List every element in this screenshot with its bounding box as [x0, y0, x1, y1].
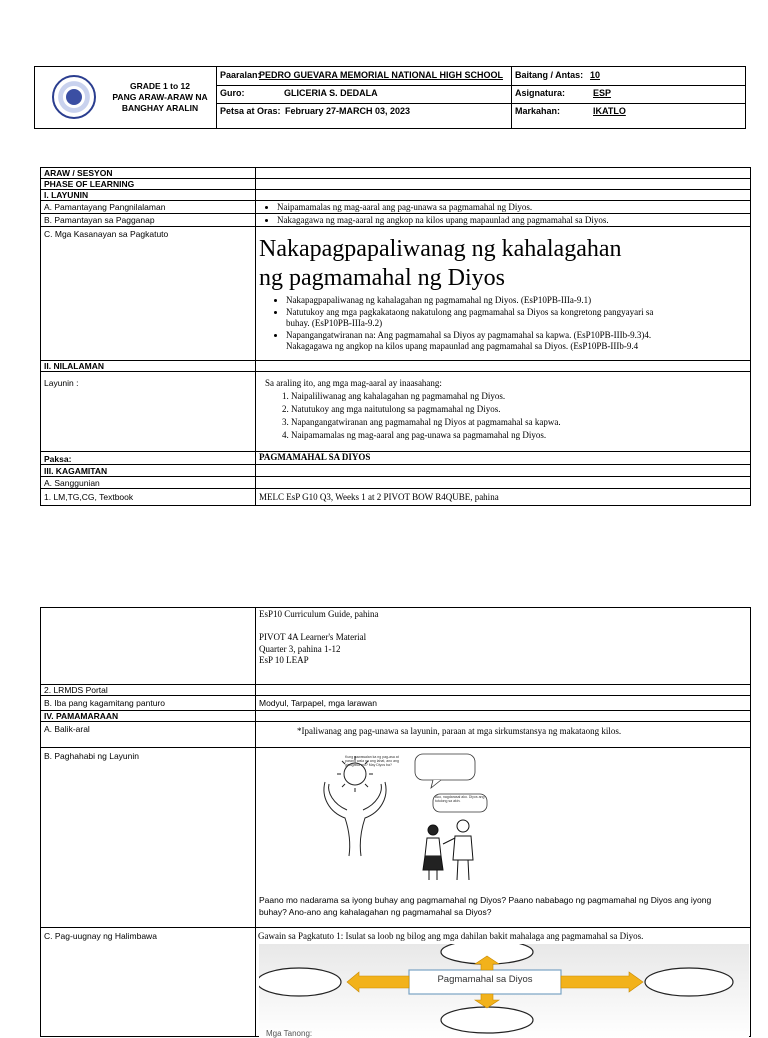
- balik-aral-value: *Ipaliwanag ang pag-unawa sa layunin, paraan at mga sirkumstansya ng makataong kilos.: [297, 726, 622, 736]
- pamamaraan-heading: IV. PAMAMARAAN: [44, 711, 119, 721]
- pamantayan-pagganap-value: • Nakagagawa ng mag-aaral ng angkop na kilos upang mapaunlad ang pagmamahal sa Diyos.: [277, 215, 609, 227]
- pamantayang-pangnilalaman-value: • Naipamamalas ng mag-aaral ang pag-unawa sa pagmamahal ng Diyos.: [277, 202, 532, 214]
- asignatura-label: Asignatura:: [515, 88, 566, 98]
- diagram-center-label: Pagmamahal sa Diyos: [437, 974, 533, 985]
- deped-seal-icon: [52, 75, 96, 119]
- paksa-label: Paksa:: [44, 454, 72, 464]
- phase-label: PHASE OF LEARNING: [44, 179, 135, 189]
- iba-label: B. Iba pang kagamitang panturo: [44, 698, 165, 708]
- layunin-intro: Sa araling ito, ang mga mag-aaral ay inaasahang:: [265, 378, 442, 388]
- kasanayan-label: C. Mga Kasanayan sa Pagkatuto: [44, 229, 169, 239]
- paaralan-value: PEDRO GUEVARA MEMORIAL NATIONAL HIGH SCHOOL: [259, 70, 504, 80]
- mga-tanong-label: Mga Tanong:: [266, 1029, 313, 1038]
- kasanayan-bullet-3: • Napangangatwiranan na: Ang pagmamahal sa Diyos ay pagmamahal sa kapwa. (EsP10PB-IIIb-9.3)4. Nakagagawa ng angkop na kilos upang mapaunlad ang pagmamahal sa Diyos. (EsP10PB-IIIb-9.4: [286, 330, 653, 353]
- petsa-label: Petsa at Oras:: [220, 106, 281, 116]
- grade-heading: GRADE 1 to 12 PANG ARAW-ARAW NA BANGHAY ARALIN: [112, 81, 208, 113]
- paguugnay-label: C. Pag-uugnay ng Halimbawa: [44, 931, 157, 941]
- pamantayan-pagganap-label: B. Pamantayan sa Pagganap: [44, 215, 155, 225]
- layunin-heading: I. LAYUNIN: [44, 190, 89, 200]
- lesson-plan-table-1: [40, 167, 751, 506]
- speech-bubble-1: Kung nawawalan ka ng pag-asa at parang wala na ang lahat, ano ang ginagawa mo? May Diyos ba?: [345, 755, 399, 767]
- kasanayan-bullet-1: • Nakapagpapaliwanag ng kahalagahan ng pagmamahal ng Diyos. (EsP10PB-IIIa-9.1): [286, 295, 653, 307]
- sanggunian-label: A. Sanggunian: [44, 478, 100, 488]
- header-box: [34, 66, 746, 129]
- praying-hands-sun-illustration: [303, 752, 503, 882]
- paghahabi-label: B. Paghahabi ng Layunin: [44, 751, 139, 761]
- nilalaman-heading: II. NILALAMAN: [44, 361, 104, 371]
- layunin-item: 4. Naipamamalas ng mag-aaral ang pag-unawa sa pagmamahal ng Diyos.: [291, 429, 561, 442]
- references-block: EsP10 Curriculum Guide, pahina PIVOT 4A Learner's Material Quarter 3, pahina 1-12 EsP 10 LEAP: [259, 609, 379, 665]
- speech-bubble-2: Ako, nagdarasal ako. Diyos ang tutulong sa akin.: [435, 795, 485, 803]
- lm-tg-cg-label: 1. LM,TG,CG, Textbook: [44, 492, 134, 502]
- kasanayan-bullet-2: • Natutukoy ang mga pagkakataong nakatulong ang pagmamahal sa Diyos sa kongretong pangyayari sa buhay. (EsP10PB-IIIa-9.2): [286, 307, 653, 330]
- kasanayan-big-title: Nakapagpapaliwanag ng kahalagahan ng pagmamahal ng Diyos: [259, 236, 622, 291]
- guro-value: GLICERIA S. DEDALA: [284, 88, 378, 98]
- markahan-label: Markahan:: [515, 106, 561, 116]
- markahan-value: IKATLO: [593, 106, 626, 116]
- lm-tg-cg-value: MELC EsP G10 Q3, Weeks 1 at 2 PIVOT BOW R4QUBE, pahina: [259, 492, 499, 502]
- layunin-label: Layunin :: [44, 378, 79, 388]
- paksa-value: PAGMAMAHAL SA DIYOS: [259, 452, 371, 462]
- layunin-item: 3. Napangangatwiranan ang pagmamahal ng Diyos at pagmamahal sa kapwa.: [291, 416, 561, 429]
- paaralan-label: Paaralan:: [220, 70, 261, 80]
- gawain-text: Gawain sa Pagkatuto 1: Isulat sa loob ng bilog ang mga dahilan bakit mahalaga ang pagmamahal sa Diyos.: [258, 931, 644, 941]
- kagamitan-heading: III. KAGAMITAN: [44, 466, 108, 476]
- araw-sesyon-label: ARAW / SESYON: [44, 168, 113, 178]
- layunin-item: 2. Natutukoy ang mga naitutulong sa pagmamahal ng Diyos.: [291, 403, 561, 416]
- baitang-value: 10: [590, 70, 601, 80]
- baitang-label: Baitang / Antas:: [515, 70, 584, 80]
- pamantayang-pangnilalaman-label: A. Pamantayang Pangnilalaman: [44, 202, 166, 212]
- lesson-plan-table-2: [40, 607, 751, 1037]
- lrmds-label: 2. LRMDS Portal: [44, 685, 108, 695]
- iba-value: Modyul, Tarpapel, mga larawan: [259, 698, 377, 708]
- balik-aral-label: A. Balik-aral: [44, 724, 90, 734]
- layunin-item: 1. Naipaliliwanag ang kahalagahan ng pagmamahal ng Diyos.: [291, 390, 561, 403]
- petsa-value: February 27-MARCH 03, 2023: [285, 106, 411, 116]
- guro-label: Guro:: [220, 88, 245, 98]
- paghahabi-questions: Paano mo nadarama sa iyong buhay ang pagmamahal ng Diyos? Paano nababago ng pagmamahal ng Diyos ang iyong buhay? Ano-ano ang kahalagahan ng pagmamahal sa Diyos?: [259, 895, 712, 917]
- asignatura-value: ESP: [593, 88, 612, 98]
